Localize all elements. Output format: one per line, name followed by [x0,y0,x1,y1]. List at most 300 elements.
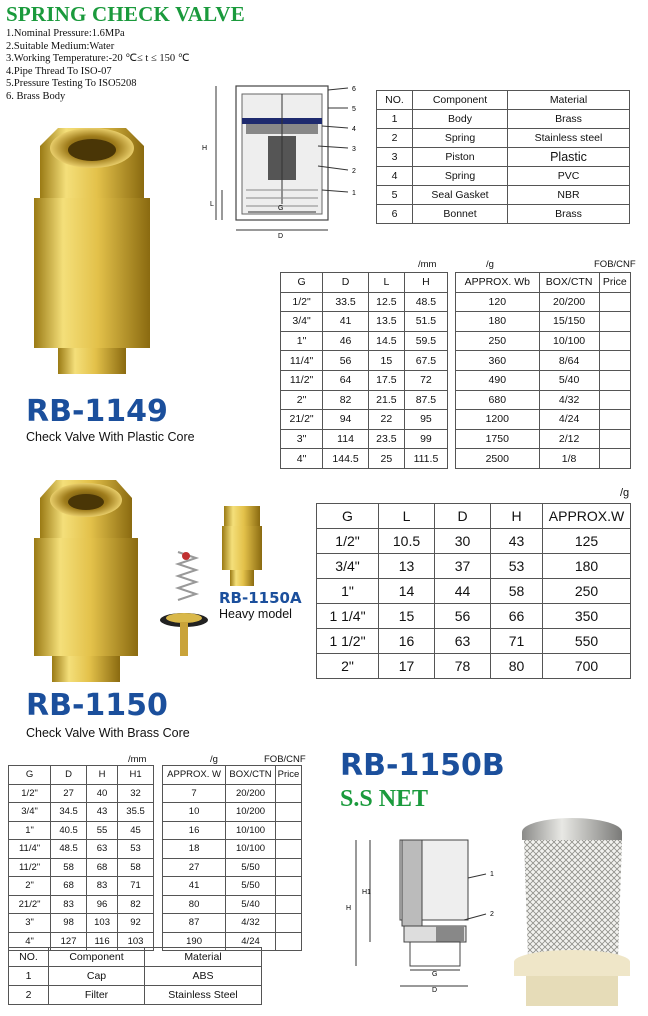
table-cell: 1" [281,331,323,351]
table-cell: 40.5 [51,821,87,840]
table-cell: Bonnet [413,205,508,224]
table-cell: 4 [377,167,413,186]
table-cell: 14 [379,579,435,604]
table-row [163,840,302,859]
table-row [317,579,631,604]
diagram-label: D [432,987,438,992]
table-row [9,784,154,803]
diagram-label: H [202,145,208,152]
table-cell: 67.5 [404,351,447,371]
rb1150b-packing-table [162,765,302,951]
table-cell: 2" [281,390,323,410]
table-row [281,429,448,449]
table-header-row [163,766,302,785]
table-cell: 43 [87,803,118,822]
table-cell: 3/4" [281,312,323,332]
table-cell: 550 [543,629,631,654]
diagram-label: D [278,233,284,240]
table-cell: 13 [379,554,435,579]
table-cell: Spring [413,167,508,186]
table-row [9,858,154,877]
rb1149-model-title: RB-1149 [26,394,168,429]
table-cell: 8/64 [539,351,599,371]
table-cell: D [435,504,491,529]
table-cell: 30 [435,529,491,554]
table-cell: 15 [379,604,435,629]
table-cell: 3 [377,148,413,167]
rb1150a-model-title: RB-1150A [219,589,302,607]
diagram-label: 2 [490,911,494,918]
rb1150-valve-image [30,476,142,684]
table-cell: NO. [9,948,49,967]
table-row [281,331,448,351]
table-cell: 2500 [456,449,540,469]
table-cell: 15/150 [539,312,599,332]
table-cell: 2" [317,654,379,679]
table-header-row [456,273,631,293]
table-cell: 37 [435,554,491,579]
table-cell: 21.5 [368,390,404,410]
diagram-label: 6 [352,86,356,93]
table-cell: G [9,766,51,785]
table-cell [275,803,301,822]
table-row [281,370,448,390]
table-cell [599,312,630,332]
table-cell: 13.5 [368,312,404,332]
table-cell: 83 [87,877,118,896]
table-cell: 92 [118,914,154,933]
table-cell: 2 [9,986,49,1005]
table-row [163,877,302,896]
table-row [456,429,631,449]
spec-item: 2.Suitable Medium:Water [6,40,115,52]
table-cell: 68 [51,877,87,896]
table-cell: G [317,504,379,529]
table-cell: 58 [118,858,154,877]
spec-item: 4.Pipe Thread To ISO-07 [6,65,112,77]
table-cell: 103 [87,914,118,933]
table-cell [599,351,630,371]
table-cell: 80 [163,895,226,914]
table-cell: 87.5 [404,390,447,410]
rb1150-spec-table [316,503,631,679]
diagram-label: 5 [352,106,356,113]
table-cell: 127 [51,932,87,951]
table-cell: 64 [323,370,369,390]
table-cell: 95 [404,410,447,430]
table-cell: 350 [543,604,631,629]
table-row [377,148,630,167]
column-header: Component [413,91,508,110]
table-cell: 1" [317,579,379,604]
table-cell [599,292,630,312]
unit-label: /mm [128,754,147,765]
table-cell: 10/100 [226,821,276,840]
column-header: Material [508,91,630,110]
table-cell: 22 [368,410,404,430]
ss-net-filter-image [506,812,640,1012]
table-row [281,410,448,430]
table-row [377,167,630,186]
rb1150a-valve-image [220,504,264,588]
table-cell: Spring [413,129,508,148]
table-cell: 48.5 [51,840,87,859]
table-cell: 56 [323,351,369,371]
table-cell: 32 [118,784,154,803]
diagram-label: H1 [362,889,371,896]
table-cell: Component [49,948,145,967]
table-cell: L [368,273,404,293]
table-cell: 83 [51,895,87,914]
table-cell: 15 [368,351,404,371]
unit-label: FOB/CNF [264,754,306,765]
table-cell: 103 [118,932,154,951]
table-cell: 44 [435,579,491,604]
spring-core-image [158,548,218,660]
table-cell: 144.5 [323,449,369,469]
table-row [163,914,302,933]
unit-label: /g [210,754,218,765]
table-cell: 56 [435,604,491,629]
page-title: SPRING CHECK VALVE [6,2,245,26]
table-cell: 17 [379,654,435,679]
table-cell: 20/200 [539,292,599,312]
table-cell: 16 [379,629,435,654]
table-cell: 700 [543,654,631,679]
unit-label: FOB/CNF [594,259,636,270]
table-cell: 180 [456,312,540,332]
component-table [376,90,630,224]
table-cell: 21/2" [9,895,51,914]
table-row [317,629,631,654]
table-cell: H1 [118,766,154,785]
table-cell: APPROX. W [163,766,226,785]
table-cell: 16 [163,821,226,840]
table-cell: 82 [118,895,154,914]
table-cell [275,840,301,859]
spec-item: 3.Working Temperature:-20 ℃≤ t ≤ 150 ℃ [6,53,190,65]
table-row [281,351,448,371]
diagram-label: H [346,905,352,912]
table-row [317,529,631,554]
table-cell: Piston [413,148,508,167]
table-cell: 490 [456,370,540,390]
table-cell: 10/100 [226,840,276,859]
filter-section-diagram [336,834,512,992]
table-cell: 34.5 [51,803,87,822]
table-row [456,390,631,410]
table-row [377,186,630,205]
table-cell: APPROX.W [543,504,631,529]
table-cell: APPROX. Wb [456,273,540,293]
table-row [456,449,631,469]
table-cell: 3/4" [9,803,51,822]
table-cell: 1750 [456,429,540,449]
table-cell: NBR [508,186,630,205]
spec-list [6,28,190,104]
table-cell: 11/2" [281,370,323,390]
table-cell: 2" [9,877,51,896]
table-cell: 1 [9,967,49,986]
table-cell: 99 [404,429,447,449]
table-cell: 4" [9,932,51,951]
table-row [9,895,154,914]
table-cell: 4" [281,449,323,469]
table-cell: 1 [377,110,413,129]
table-cell: 1/8 [539,449,599,469]
table-cell: 6 [377,205,413,224]
table-cell: 20/200 [226,784,276,803]
rb1149-caption: Check Valve With Plastic Core [26,430,195,444]
table-row [456,292,631,312]
table-cell: Price [275,766,301,785]
table-cell: 1 1/2" [317,629,379,654]
table-row [317,604,631,629]
table-cell: 120 [456,292,540,312]
table-cell: 87 [163,914,226,933]
table-row [9,967,262,986]
table-row [317,654,631,679]
table-cell: 40 [87,784,118,803]
table-cell: 41 [323,312,369,332]
table-cell: 111.5 [404,449,447,469]
table-cell: 2 [377,129,413,148]
table-cell: Stainless steel [508,129,630,148]
table-cell: 4/24 [226,932,276,951]
table-cell: 51.5 [404,312,447,332]
table-row [456,370,631,390]
table-cell: 63 [87,840,118,859]
diagram-label: G [432,971,438,978]
table-row [9,877,154,896]
table-cell: 190 [163,932,226,951]
table-cell: 45 [118,821,154,840]
table-cell: 78 [435,654,491,679]
table-cell: 11/4" [9,840,51,859]
table-cell: 58 [51,858,87,877]
table-cell [275,877,301,896]
rb1149-dimension-table [280,272,448,469]
table-header-row [281,273,448,293]
table-cell [599,331,630,351]
table-cell: 360 [456,351,540,371]
column-header: NO. [377,91,413,110]
table-cell: Price [599,273,630,293]
table-cell [275,784,301,803]
table-cell: 14.5 [368,331,404,351]
table-cell: 43 [491,529,543,554]
table-cell: Body [413,110,508,129]
table-cell [275,932,301,951]
table-cell: 11/2" [9,858,51,877]
table-cell [275,858,301,877]
table-cell: 3" [9,914,51,933]
table-row [317,554,631,579]
table-row [163,784,302,803]
table-cell: Cap [49,967,145,986]
table-row [163,803,302,822]
table-row [456,312,631,332]
table-cell: 4/32 [226,914,276,933]
table-cell: 72 [404,370,447,390]
table-cell: 5/40 [539,370,599,390]
table-cell: 1" [9,821,51,840]
table-cell: H [491,504,543,529]
diagram-label: 1 [490,871,494,878]
table-cell: Plastic [508,148,630,167]
table-cell: 3/4" [317,554,379,579]
table-cell [599,410,630,430]
table-cell: 125 [543,529,631,554]
table-cell: 1200 [456,410,540,430]
table-cell: 1/2" [281,292,323,312]
table-row [9,914,154,933]
table-cell: 71 [491,629,543,654]
table-cell: Brass [508,110,630,129]
table-cell: 3" [281,429,323,449]
table-cell [599,390,630,410]
table-cell: Material [145,948,262,967]
table-cell: 96 [87,895,118,914]
table-cell: 5/50 [226,877,276,896]
table-cell: 10 [163,803,226,822]
table-cell: 82 [323,390,369,410]
table-cell: 5/50 [226,858,276,877]
table-cell: H [87,766,118,785]
table-cell: 1 1/4" [317,604,379,629]
rb1150-caption: Check Valve With Brass Core [26,726,190,740]
rb1150b-subtitle: S.S NET [340,786,429,812]
diagram-label: 1 [352,190,356,197]
table-cell: 250 [456,331,540,351]
table-row [9,803,154,822]
table-cell: 58 [491,579,543,604]
table-cell [599,370,630,390]
table-cell: 18 [163,840,226,859]
table-row [9,821,154,840]
table-cell [599,429,630,449]
table-cell: D [323,273,369,293]
table-cell: 68 [87,858,118,877]
table-cell: 680 [456,390,540,410]
diagram-label: L [210,201,214,208]
table-cell: G [281,273,323,293]
table-cell: ABS [145,967,262,986]
table-cell: 180 [543,554,631,579]
spec-item: 6. Brass Body [6,90,66,102]
table-cell: 10.5 [379,529,435,554]
table-cell: 63 [435,629,491,654]
table-cell: 80 [491,654,543,679]
table-cell: 5 [377,186,413,205]
table-row [163,895,302,914]
table-cell: BOX/CTN [539,273,599,293]
rb1149-packing-table [455,272,631,469]
table-cell [275,895,301,914]
table-cell: BOX/CTN [226,766,276,785]
table-cell: 21/2" [281,410,323,430]
valve-section-diagram [196,80,366,240]
table-cell: 23.5 [368,429,404,449]
table-row [281,390,448,410]
table-cell: 27 [163,858,226,877]
table-cell: 10/100 [539,331,599,351]
table-row [281,449,448,469]
table-cell: L [379,504,435,529]
table-cell: Seal Gasket [413,186,508,205]
rb1150b-dimension-table [8,765,154,951]
table-cell: H [404,273,447,293]
table-cell: 55 [87,821,118,840]
table-cell [275,821,301,840]
table-header-row [9,948,262,967]
diagram-label: 4 [352,126,356,133]
table-cell: 5/40 [226,895,276,914]
table-cell: 46 [323,331,369,351]
unit-label: /mm [418,259,437,270]
table-row [163,821,302,840]
table-cell: 25 [368,449,404,469]
table-row [377,205,630,224]
table-cell: 53 [491,554,543,579]
table-cell: PVC [508,167,630,186]
table-cell: 27 [51,784,87,803]
table-cell: 4/32 [539,390,599,410]
table-row [163,858,302,877]
rb1150b-component-table [8,947,262,1005]
table-cell: 12.5 [368,292,404,312]
table-cell: 4/24 [539,410,599,430]
table-cell: 94 [323,410,369,430]
table-cell: 98 [51,914,87,933]
table-cell: 116 [87,932,118,951]
table-cell [599,449,630,469]
rb1150-model-title: RB-1150 [26,688,168,723]
table-header-row [377,91,630,110]
spec-item: 1.Nominal Pressure:1.6MPa [6,28,125,39]
unit-label: /g [486,259,494,270]
table-header-row [317,504,631,529]
table-row [456,410,631,430]
table-cell: 1/2" [9,784,51,803]
table-cell: 11/4" [281,351,323,371]
table-row [377,110,630,129]
table-row [377,129,630,148]
table-cell: 7 [163,784,226,803]
table-row [9,986,262,1005]
table-cell: Stainless Steel [145,986,262,1005]
table-cell: 114 [323,429,369,449]
table-row [9,840,154,859]
table-row [281,292,448,312]
table-cell [275,914,301,933]
table-header-row [9,766,154,785]
table-cell: Filter [49,986,145,1005]
table-cell: 59.5 [404,331,447,351]
table-cell: 10/200 [226,803,276,822]
table-cell: 250 [543,579,631,604]
diagram-label: 3 [352,146,356,153]
unit-label: /g [620,487,630,499]
table-cell: D [51,766,87,785]
rb1150b-model-title: RB-1150B [340,748,505,783]
diagram-label: G [278,205,284,212]
table-cell: 41 [163,877,226,896]
table-cell: 1/2" [317,529,379,554]
diagram-label: 2 [352,168,356,175]
table-cell: 33.5 [323,292,369,312]
table-cell: 48.5 [404,292,447,312]
